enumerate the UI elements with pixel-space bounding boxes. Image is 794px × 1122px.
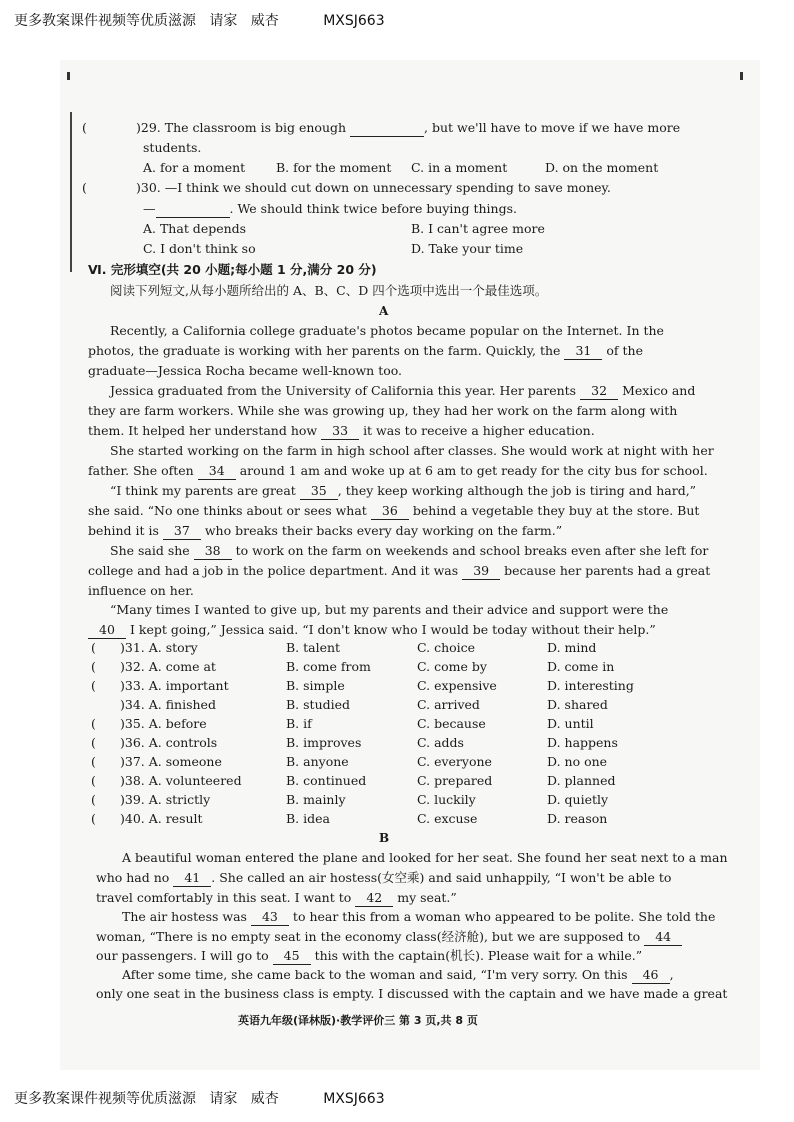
option-d[interactable]: D. quietly bbox=[547, 792, 609, 807]
option-a[interactable]: )31. A. story bbox=[120, 640, 198, 655]
option-b[interactable]: B. improves bbox=[286, 735, 362, 750]
option-a[interactable]: )34. A. finished bbox=[120, 697, 216, 712]
option-paren: ( bbox=[91, 659, 96, 674]
blank-40[interactable]: 40 bbox=[88, 622, 126, 639]
blank-32[interactable]: 32 bbox=[580, 383, 618, 400]
option-c[interactable]: C. because bbox=[417, 716, 486, 731]
option-paren: ( bbox=[91, 735, 96, 750]
passage-a-line: they are farm workers. While she was growing up, they had her work on the farm along with bbox=[88, 403, 678, 418]
passage-b-line: woman, “There is no empty seat in the economy class(经济舱), but we are supposed to 44 bbox=[96, 929, 682, 946]
option-d[interactable]: D. until bbox=[547, 716, 594, 731]
q29-option-b: B. for the moment bbox=[276, 160, 392, 175]
option-paren: ( bbox=[91, 640, 96, 655]
option-d[interactable]: D. interesting bbox=[547, 678, 634, 693]
option-c[interactable]: C. arrived bbox=[417, 697, 480, 712]
blank-39[interactable]: 39 bbox=[462, 563, 500, 580]
q30-blank[interactable] bbox=[156, 201, 230, 218]
blank-34[interactable]: 34 bbox=[198, 463, 236, 480]
passage-b-line: After some time, she came back to the woman and said, “I'm very sorry. On this 46 , bbox=[122, 967, 674, 982]
blank-37[interactable]: 37 bbox=[163, 523, 201, 540]
passage-a-line: Recently, a California college graduate's photos became popular on the Internet. In the bbox=[110, 323, 664, 338]
blank-42[interactable]: 42 bbox=[355, 890, 393, 907]
passage-a-line: 40 I kept going,” Jessica said. “I don't know who I would be today without their help.” bbox=[88, 622, 656, 639]
passage-b-line: A beautiful woman entered the plane and looked for her seat. She found her seat next to a man bbox=[122, 850, 728, 865]
blank-33[interactable]: 33 bbox=[321, 423, 359, 440]
option-a[interactable]: )33. A. important bbox=[120, 678, 229, 693]
blank-31[interactable]: 31 bbox=[564, 343, 602, 360]
option-b[interactable]: B. idea bbox=[286, 811, 330, 826]
blank-43[interactable]: 43 bbox=[251, 909, 289, 926]
option-d[interactable]: D. happens bbox=[547, 735, 618, 750]
passage-b-line: who had no 41 . She called an air hostess(女空乘) and said unhappily, “I won't be able to bbox=[96, 870, 672, 885]
option-b[interactable]: B. studied bbox=[286, 697, 351, 712]
option-c[interactable]: C. prepared bbox=[417, 773, 493, 788]
option-c[interactable]: C. everyone bbox=[417, 754, 492, 769]
q29-blank[interactable] bbox=[350, 120, 424, 137]
blank-35[interactable]: 35 bbox=[300, 483, 338, 500]
top-banner: 更多教案课件视频等优质滋源 请家 威杏 MXSJ663 bbox=[14, 13, 385, 29]
option-b[interactable]: B. continued bbox=[286, 773, 367, 788]
option-b[interactable]: B. anyone bbox=[286, 754, 349, 769]
q30-option-d: D. Take your time bbox=[411, 241, 524, 256]
q29-paren: ( bbox=[82, 120, 87, 135]
passage-b-line: travel comfortably in this seat. I want to 42 my seat.” bbox=[96, 890, 457, 905]
scan-mark bbox=[67, 72, 70, 80]
blank-44[interactable]: 44 bbox=[644, 929, 682, 946]
option-d[interactable]: D. shared bbox=[547, 697, 608, 712]
q29-option-d: D. on the moment bbox=[545, 160, 659, 175]
option-a[interactable]: )36. A. controls bbox=[120, 735, 218, 750]
option-a[interactable]: )37. A. someone bbox=[120, 754, 222, 769]
option-d[interactable]: D. no one bbox=[547, 754, 608, 769]
page-footer: 英语九年级(译林版)·教学评价三 第 3 页,共 8 页 bbox=[238, 1014, 478, 1027]
option-d[interactable]: D. mind bbox=[547, 640, 597, 655]
q29-cont: students. bbox=[143, 140, 202, 155]
option-paren: ( bbox=[91, 716, 96, 731]
option-paren: ( bbox=[91, 678, 96, 693]
option-c[interactable]: C. luckily bbox=[417, 792, 476, 807]
passage-a-line: college and had a job in the police department. And it was 39 because her parents had a great bbox=[88, 563, 711, 578]
passage-b-line: The air hostess was 43 to hear this from a woman who appeared to be polite. She told the bbox=[122, 909, 716, 924]
option-d[interactable]: D. reason bbox=[547, 811, 608, 826]
passage-a-line: she said. “No one thinks about or sees what 36 behind a vegetable they buy at the store. But bbox=[88, 503, 700, 518]
q29-option-a: A. for a moment bbox=[143, 160, 246, 175]
option-c[interactable]: C. come by bbox=[417, 659, 487, 674]
passage-a-line: them. It helped her understand how 33 it was to receive a higher education. bbox=[88, 423, 595, 438]
blank-46[interactable]: 46 bbox=[632, 967, 670, 984]
passage-b-label: B bbox=[379, 831, 390, 845]
passage-a-line: She started working on the farm in high school after classes. She would work at night with her bbox=[110, 443, 714, 458]
option-a[interactable]: )35. A. before bbox=[120, 716, 207, 731]
q30-stem: )30. —I think we should cut down on unnecessary spending to save money. bbox=[136, 180, 611, 195]
section-title: Ⅵ. 完形填空(共 20 小题;每小题 1 分,满分 20 分) bbox=[88, 262, 377, 277]
option-c[interactable]: C. adds bbox=[417, 735, 464, 750]
q30-option-c: C. I don't think so bbox=[143, 241, 256, 256]
passage-a-line: Jessica graduated from the University of California this year. Her parents 32 Mexico and bbox=[110, 383, 696, 398]
passage-a-line: influence on her. bbox=[88, 583, 194, 598]
scan-mark bbox=[740, 72, 743, 80]
blank-45[interactable]: 45 bbox=[273, 948, 311, 965]
blank-41[interactable]: 41 bbox=[173, 870, 211, 887]
passage-a-line: graduate—Jessica Rocha became well-known too. bbox=[88, 363, 403, 378]
passage-b-line: our passengers. I will go to 45 this with the captain(机长). Please wait for a while.” bbox=[96, 948, 643, 963]
margin-line bbox=[70, 112, 72, 272]
option-paren: ( bbox=[91, 773, 96, 788]
option-b[interactable]: B. if bbox=[286, 716, 312, 731]
option-d[interactable]: D. come in bbox=[547, 659, 615, 674]
q29-option-c: C. in a moment bbox=[411, 160, 508, 175]
bottom-banner: 更多教案课件视频等优质滋源 请家 威杏 MXSJ663 bbox=[14, 1091, 385, 1107]
q30-paren: ( bbox=[82, 180, 87, 195]
blank-36[interactable]: 36 bbox=[371, 503, 409, 520]
blank-38[interactable]: 38 bbox=[194, 543, 232, 560]
q29-stem: )29. The classroom is big enough , but we'll have to move if we have more bbox=[136, 120, 681, 135]
option-a[interactable]: )39. A. strictly bbox=[120, 792, 211, 807]
option-a[interactable]: )32. A. come at bbox=[120, 659, 216, 674]
option-c[interactable]: C. expensive bbox=[417, 678, 497, 693]
passage-a-line: She said she 38 to work on the farm on weekends and school breaks even after she left for bbox=[110, 543, 709, 558]
option-a[interactable]: )38. A. volunteered bbox=[120, 773, 242, 788]
option-paren: ( bbox=[91, 792, 96, 807]
option-b[interactable]: B. come from bbox=[286, 659, 371, 674]
option-a[interactable]: )40. A. result bbox=[120, 811, 203, 826]
q30-reply: — . We should think twice before buying things. bbox=[143, 201, 517, 216]
q30-option-a: A. That depends bbox=[143, 221, 247, 236]
section-instruction: 阅读下列短文,从每小题所给出的 A、B、C、D 四个选项中选出一个最佳选项。 bbox=[110, 283, 548, 298]
option-paren: ( bbox=[91, 754, 96, 769]
passage-a-line: “Many times I wanted to give up, but my parents and their advice and support were the bbox=[110, 602, 669, 617]
option-c[interactable]: C. excuse bbox=[417, 811, 478, 826]
option-d[interactable]: D. planned bbox=[547, 773, 616, 788]
option-b[interactable]: B. mainly bbox=[286, 792, 346, 807]
option-b[interactable]: B. simple bbox=[286, 678, 345, 693]
passage-a-line: “I think my parents are great 35 , they keep working although the job is tiring and hard,” bbox=[110, 483, 697, 498]
passage-a-line: father. She often 34 around 1 am and woke up at 6 am to get ready for the city bus for school. bbox=[88, 463, 708, 478]
option-c[interactable]: C. choice bbox=[417, 640, 476, 655]
option-b[interactable]: B. talent bbox=[286, 640, 341, 655]
passage-a-line: photos, the graduate is working with her parents on the farm. Quickly, the 31 of the bbox=[88, 343, 643, 358]
passage-a-line: behind it is 37 who breaks their backs every day working on the farm.” bbox=[88, 523, 563, 538]
passage-a-label: A bbox=[379, 304, 389, 318]
passage-b-line: only one seat in the business class is empty. I discussed with the captain and we have made a great bbox=[96, 986, 728, 1001]
q30-option-b: B. I can't agree more bbox=[411, 221, 545, 236]
option-paren: ( bbox=[91, 811, 96, 826]
